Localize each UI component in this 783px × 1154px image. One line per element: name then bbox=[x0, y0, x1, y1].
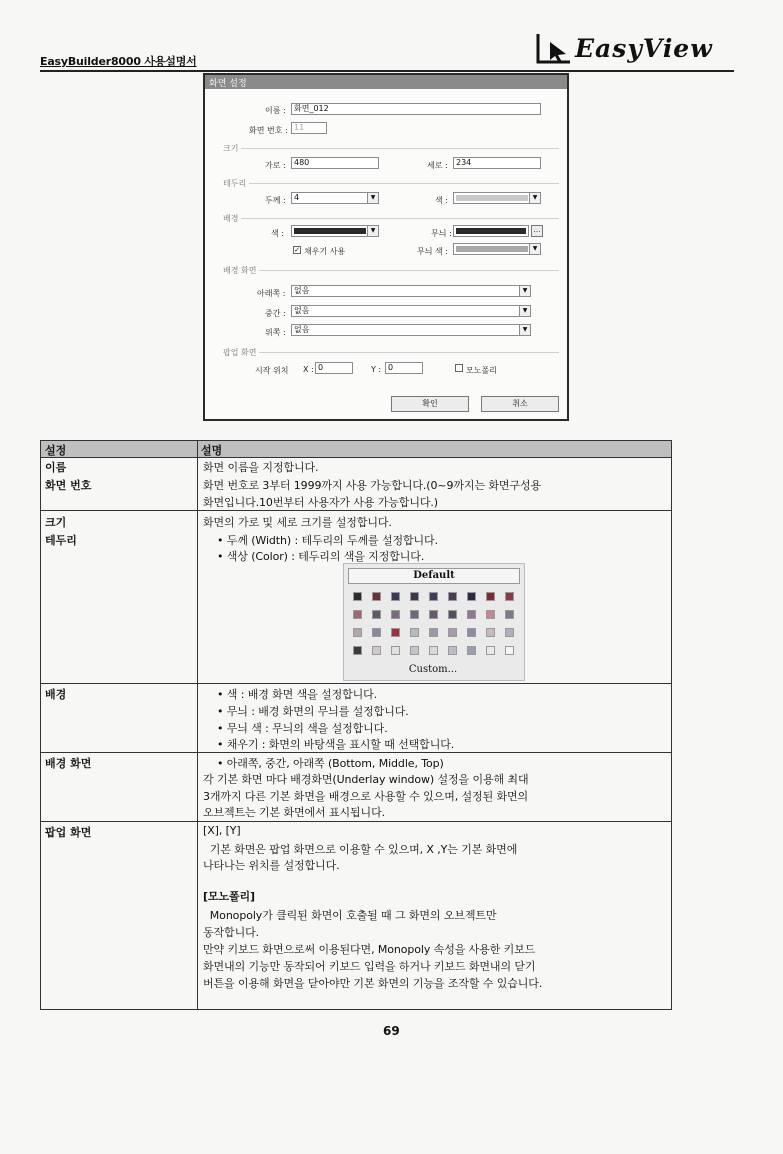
palette-color-swatch[interactable] bbox=[486, 592, 495, 601]
row-desc-line: 나타나는 위치를 설정합니다. bbox=[203, 859, 340, 872]
border-color-label: 색 : bbox=[435, 196, 448, 205]
palette-color-swatch[interactable] bbox=[391, 628, 400, 637]
palette-color-swatch[interactable] bbox=[372, 610, 381, 619]
palette-color-swatch[interactable] bbox=[448, 628, 457, 637]
chevron-down-icon: ▼ bbox=[519, 286, 530, 296]
color-palette-popup bbox=[343, 563, 525, 681]
chevron-down-icon: ▼ bbox=[519, 325, 530, 335]
x-label: X : bbox=[303, 365, 314, 374]
row-divider bbox=[41, 821, 671, 822]
border-group-label: 테두리 bbox=[223, 179, 247, 188]
middle-dropdown[interactable] bbox=[291, 305, 531, 317]
fill-checkbox[interactable]: ✓ bbox=[294, 246, 300, 254]
palette-color-swatch[interactable] bbox=[391, 592, 400, 601]
palette-color-swatch[interactable] bbox=[467, 646, 476, 655]
row-desc-line: 화면입니다.10번부터 사용자가 사용 가능합니다.) bbox=[203, 496, 438, 509]
table-header bbox=[41, 441, 671, 458]
top-dropdown[interactable] bbox=[291, 324, 531, 336]
row-desc-line: • 아래쪽, 중간, 아래쪽 (Bottom, Middle, Top) bbox=[217, 757, 444, 770]
palette-color-swatch[interactable] bbox=[372, 592, 381, 601]
palette-color-swatch[interactable] bbox=[448, 646, 457, 655]
chevron-down-icon: ▼ bbox=[529, 244, 540, 254]
chevron-down-icon: ▼ bbox=[519, 306, 530, 316]
palette-color-swatch[interactable] bbox=[429, 646, 438, 655]
background-color-swatch bbox=[294, 228, 366, 234]
palette-color-swatch[interactable] bbox=[486, 628, 495, 637]
fill-label: 채우기 사용 bbox=[304, 247, 346, 256]
screen-number-input[interactable]: 11 bbox=[291, 122, 327, 134]
column-header-description: 설명 bbox=[201, 444, 223, 457]
name-input[interactable]: 화면_012 bbox=[291, 103, 541, 115]
palette-color-swatch[interactable] bbox=[505, 592, 514, 601]
row-key-background: 배경 bbox=[45, 688, 67, 701]
row-desc-line: • 무늬 색 : 무늬의 색을 설정합니다. bbox=[217, 722, 388, 735]
width-input[interactable]: 480 bbox=[291, 157, 379, 169]
palette-color-swatch[interactable] bbox=[372, 628, 381, 637]
chevron-down-icon: ▼ bbox=[367, 193, 378, 203]
palette-color-swatch[interactable] bbox=[410, 646, 419, 655]
row-desc-line: • 색 : 배경 화면 색을 설정합니다. bbox=[217, 688, 378, 701]
dialog-title: 화면 설정 bbox=[209, 79, 247, 89]
bgscreen-group-label: 배경 화면 bbox=[223, 266, 257, 275]
chevron-down-icon: ▼ bbox=[529, 193, 540, 203]
thickness-dropdown[interactable] bbox=[291, 192, 379, 204]
bottom-label: 아래쪽 : bbox=[257, 289, 286, 298]
name-label: 이름 : bbox=[265, 106, 286, 115]
palette-color-swatch[interactable] bbox=[448, 610, 457, 619]
height-input[interactable]: 234 bbox=[453, 157, 541, 169]
palette-color-swatch[interactable] bbox=[391, 646, 400, 655]
background-color-label: 색 : bbox=[271, 229, 284, 238]
border-color-dropdown[interactable] bbox=[453, 192, 541, 204]
row-desc-line: • 채우기 : 화면의 바탕색을 표시할 때 선택합니다. bbox=[217, 738, 455, 751]
row-desc-line: [모노폴리] bbox=[203, 890, 255, 903]
palette-color-swatch[interactable] bbox=[353, 646, 362, 655]
background-color-dropdown[interactable] bbox=[291, 225, 379, 237]
size-group-line bbox=[241, 148, 559, 149]
palette-color-swatch[interactable] bbox=[410, 592, 419, 601]
screen-number-label: 화면 번호 : bbox=[249, 126, 288, 135]
column-header-setting: 설정 bbox=[45, 444, 67, 457]
palette-color-swatch[interactable] bbox=[410, 610, 419, 619]
dialog-title-bar bbox=[205, 75, 567, 89]
row-desc-line: 화면 번호로 3부터 1999까지 사용 가능합니다.(0~9까지는 화면구성용 bbox=[203, 479, 541, 492]
page-number: 69 bbox=[383, 1024, 400, 1038]
palette-color-swatch[interactable] bbox=[353, 592, 362, 601]
width-label: 가로 : bbox=[265, 161, 286, 170]
row-desc-line: 기본 화면은 팝업 화면으로 이용할 수 있으며, X ,Y는 기본 화면에 bbox=[203, 843, 518, 856]
row-desc-line: 화면의 가로 및 세로 크기를 설정합니다. bbox=[203, 516, 392, 529]
row-desc-line: 만약 키보드 화면으로써 이용된다면, Monopoly 속성을 사용한 키보드 bbox=[203, 943, 536, 956]
row-desc-line: 동작합니다. bbox=[203, 926, 260, 939]
palette-color-swatch[interactable] bbox=[505, 646, 514, 655]
row-key-background-screen: 배경 화면 bbox=[45, 757, 92, 770]
palette-custom-button[interactable]: Custom... bbox=[408, 664, 458, 675]
row-divider bbox=[41, 752, 671, 753]
thickness-value: 4 bbox=[294, 193, 300, 202]
popup-group-label: 팝업 화면 bbox=[223, 348, 257, 357]
row-key-popup-screen: 팝업 화면 bbox=[45, 826, 92, 839]
monopoly-label: 모노폴리 bbox=[466, 366, 497, 375]
ok-button[interactable]: 확인 bbox=[391, 396, 469, 412]
row-desc-line: 버튼을 이용해 화면을 닫아야만 기본 화면의 기능을 조작할 수 있습니다. bbox=[203, 977, 543, 990]
palette-color-swatch[interactable] bbox=[410, 628, 419, 637]
row-key-size: 크기 bbox=[45, 516, 67, 529]
row-desc-line: [X], [Y] bbox=[203, 824, 241, 837]
row-desc-line: 화면내의 기능만 동작되어 키보드 입력을 하거나 키보드 화면내의 닫기 bbox=[203, 960, 536, 973]
row-desc-line: • 두께 (Width) : 테두리의 두께를 설정합니다. bbox=[217, 534, 438, 547]
y-input[interactable]: 0 bbox=[385, 362, 423, 374]
row-desc-line: 3개까지 다른 기본 화면을 배경으로 사용할 수 있으며, 설정된 화면의 bbox=[203, 790, 529, 803]
palette-color-swatch[interactable] bbox=[353, 628, 362, 637]
palette-color-swatch[interactable] bbox=[353, 610, 362, 619]
thickness-label: 두께 : bbox=[265, 196, 286, 205]
middle-value: 없음 bbox=[294, 306, 310, 315]
palette-color-swatch[interactable] bbox=[467, 610, 476, 619]
document-title: EasyBuilder8000 사용설명서 bbox=[40, 55, 197, 68]
x-input[interactable]: 0 bbox=[315, 362, 353, 374]
bgscreen-group-line bbox=[259, 270, 559, 271]
screen-settings-dialog bbox=[203, 73, 569, 421]
column-divider bbox=[197, 441, 198, 1009]
palette-color-swatch[interactable] bbox=[429, 592, 438, 601]
pattern-color-dropdown[interactable] bbox=[453, 243, 541, 255]
chevron-down-icon: ▼ bbox=[367, 226, 378, 236]
pattern-dropdown[interactable] bbox=[453, 225, 529, 237]
palette-color-swatch[interactable] bbox=[505, 628, 514, 637]
row-desc-line: 각 기본 화면 마다 배경화면(Underlay window) 설정을 이용해 최대 bbox=[203, 773, 529, 786]
row-divider bbox=[41, 510, 671, 511]
palette-color-swatch[interactable] bbox=[429, 628, 438, 637]
row-key-screen-number: 화면 번호 bbox=[45, 479, 92, 492]
pattern-more-button[interactable]: … bbox=[531, 225, 543, 237]
middle-label: 중간 : bbox=[265, 309, 286, 318]
background-group-label: 배경 bbox=[223, 214, 239, 223]
header-rule bbox=[40, 70, 734, 72]
row-desc-line: Monopoly가 클릭된 화면이 호출될 때 그 화면의 오브젝트만 bbox=[203, 909, 497, 922]
row-key-border: 테두리 bbox=[45, 534, 77, 547]
pattern-color-label: 무늬 색 : bbox=[417, 247, 448, 256]
pattern-color-swatch bbox=[456, 246, 528, 252]
row-desc-line: • 무늬 : 배경 화면의 무늬를 설정합니다. bbox=[217, 705, 409, 718]
row-divider bbox=[41, 683, 671, 684]
top-value: 없음 bbox=[294, 325, 310, 334]
palette-color-swatch[interactable] bbox=[486, 646, 495, 655]
settings-description-table bbox=[40, 440, 672, 1010]
logo-text: EasyView bbox=[575, 34, 713, 63]
row-desc-line: • 색상 (Color) : 테두리의 색을 지정합니다. bbox=[217, 550, 425, 563]
palette-default-button[interactable]: Default bbox=[348, 568, 520, 584]
cancel-button[interactable]: 취소 bbox=[481, 396, 559, 412]
row-key-name: 이름 bbox=[45, 461, 67, 474]
palette-color-swatch[interactable] bbox=[486, 610, 495, 619]
start-position-label: 시작 위치 bbox=[255, 366, 289, 375]
palette-color-swatch[interactable] bbox=[372, 646, 381, 655]
top-label: 위쪽 : bbox=[265, 328, 286, 337]
palette-color-swatch[interactable] bbox=[467, 628, 476, 637]
row-desc-line: 화면 이름을 지정합니다. bbox=[203, 461, 319, 474]
border-color-swatch bbox=[456, 195, 528, 201]
pattern-label: 무늬 : bbox=[431, 229, 452, 238]
monopoly-checkbox[interactable] bbox=[455, 364, 463, 372]
bottom-value: 없음 bbox=[294, 286, 310, 295]
height-label: 세로 : bbox=[427, 161, 448, 170]
border-group-line bbox=[249, 183, 559, 184]
background-group-line bbox=[241, 218, 559, 219]
bottom-dropdown[interactable] bbox=[291, 285, 531, 297]
palette-color-swatch[interactable] bbox=[429, 610, 438, 619]
palette-color-swatch[interactable] bbox=[391, 610, 400, 619]
row-desc-line: 오브젝트는 기본 화면에서 표시됩니다. bbox=[203, 806, 386, 819]
pattern-swatch bbox=[456, 228, 526, 234]
palette-color-swatch[interactable] bbox=[448, 592, 457, 601]
y-label: Y : bbox=[371, 365, 382, 374]
palette-color-swatch[interactable] bbox=[505, 610, 514, 619]
palette-color-swatch[interactable] bbox=[467, 592, 476, 601]
popup-group-line bbox=[259, 352, 559, 353]
size-group-label: 크기 bbox=[223, 144, 239, 153]
